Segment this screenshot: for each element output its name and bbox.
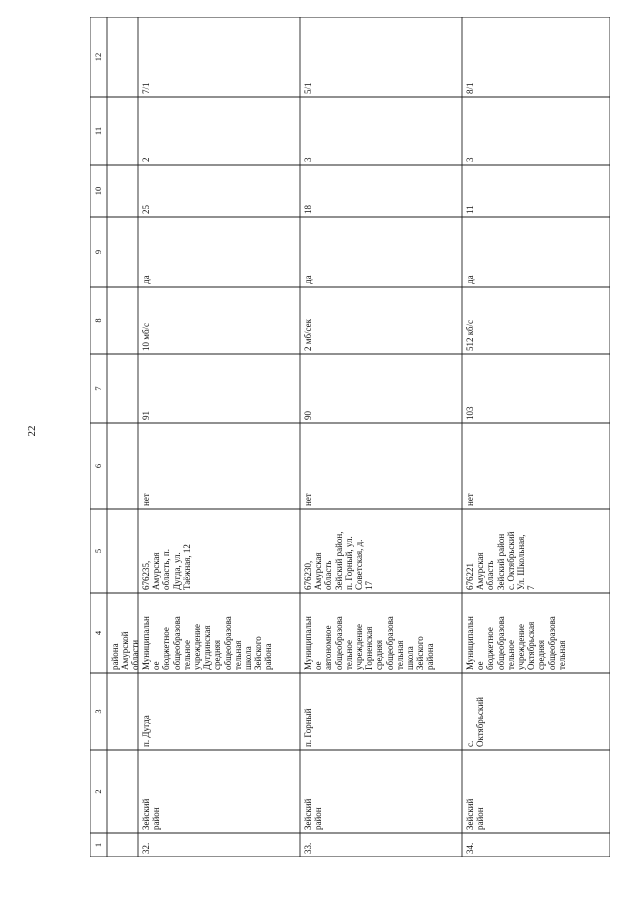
row-34-col-4: Муниципальн ое бюджетное общеобразова тельное учреждение Октябрьская средняя общеобразова тельная [465,616,567,670]
column-number-1: 1 [93,842,103,848]
row-33-col-4: Муниципальн ое автономное общеобразова тельное учреждение Горненская средняя общеобразова тельная школа Зейского района [303,616,436,670]
row-32-col-10: 25 [141,205,151,214]
column-number-8: 8 [93,318,103,323]
row-32-col-2: Зейский район [141,798,162,830]
continued-school-name: района Амурской области [110,631,141,670]
row-32-col-1: 32. [141,842,151,854]
row-33-col-7: 90 [303,411,313,420]
row-32-col-4: Муниципальн ое бюджетное общеобразова тельное учреждение Дугдинская средняя общеобразова тельная школа Зейского района [141,616,274,670]
column-number-10: 10 [93,186,103,196]
row-34-col-3: с. Октябрьский [465,697,486,747]
column-number-7: 7 [93,386,103,391]
row-33-col-3: п. Горный [303,708,313,747]
row-33-col-8: 2 мб/сек [303,319,313,351]
row-34-col-10: 11 [465,205,475,214]
row-32-col-3: п. Дугда [141,715,151,747]
row-34-col-12: 8/1 [465,82,475,94]
row-32-col-9: да [141,275,151,284]
row-34-col-9: да [465,275,475,284]
row-33-col-2: Зейский район [303,798,324,830]
row-34-col-11: 3 [465,157,475,162]
row-33-col-9: да [303,275,313,284]
row-33-col-12: 5/1 [303,82,313,94]
row-32-col-5: 676235, Амурская область, п. Дугда, ул. Таёжная, 12 [141,544,192,590]
row-34-col-7: 103 [465,406,475,420]
row-32-col-6: нет [141,493,151,506]
row-34-col-8: 512 кб/с [465,320,475,351]
row-33-col-6: нет [303,493,313,506]
column-number-5: 5 [93,548,103,554]
row-34-col-1: 34. [465,842,475,854]
row-33-col-10: 18 [303,205,313,214]
column-number-3: 3 [93,709,103,714]
column-number-4: 4 [93,630,103,636]
column-number-12: 12 [93,52,103,62]
row-32-col-11: 2 [141,157,151,162]
page-number: 22 [26,425,38,437]
school-internet-table [90,17,610,857]
column-number-2: 2 [93,789,103,794]
row-33-col-1: 33. [303,842,313,854]
row-34-col-6: нет [465,493,475,506]
column-number-6: 6 [93,463,103,469]
column-number-9: 9 [93,249,103,255]
row-32-col-12: 7/1 [141,82,151,94]
row-32-col-8: 10 мб/с [141,322,151,351]
row-33-col-11: 3 [303,157,313,162]
row-33-col-5: 676230, Амурская область Зейский район, п. Горный, ул. Советская, д. 17 [303,531,375,590]
row-34-col-5: 676221 Амурская область Зейский район с. Октябрьский Ул. Школьная, 7 [465,531,537,590]
column-number-11: 11 [93,126,103,136]
row-34-col-2: Зейский район [465,798,486,830]
row-32-col-7: 91 [141,411,151,420]
